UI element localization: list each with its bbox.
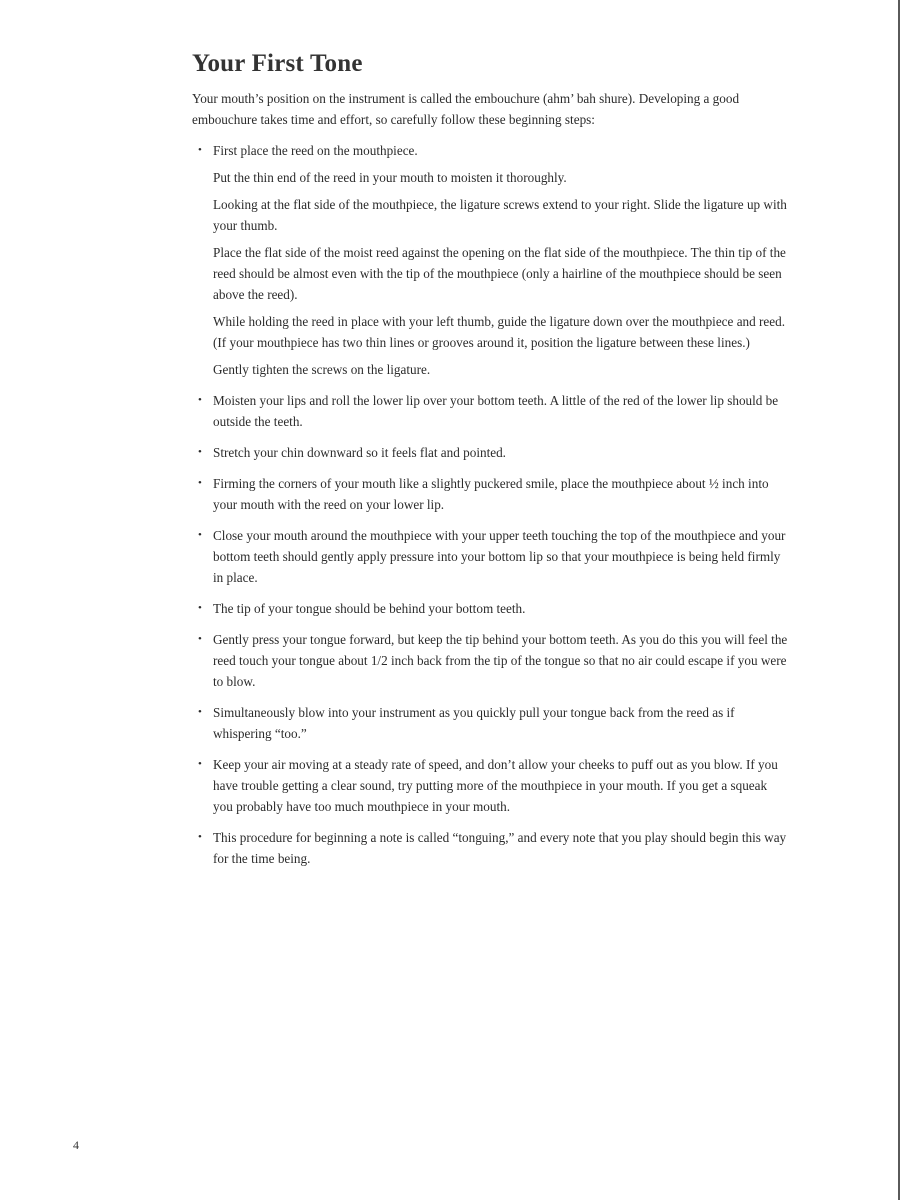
intro-paragraph: Your mouth’s position on the instrument is called the embouchure (ahm’ bah shure). Developing a good embouchure takes time and effort, so carefully follow these beginning steps: (192, 91, 740, 127)
step-text: • The tip of your tongue should be behind your bottom teeth. (213, 601, 526, 616)
step-text: • Firming the corners of your mouth like a slightly puckered smile, place the mouthpiece about ½ inch into your mouth with the reed on your lower lip. (213, 476, 769, 512)
step-text: • First place the reed on the mouthpiece. (213, 143, 418, 158)
step-item (192, 473, 788, 515)
step-text: • Stretch your chin downward so it feels flat and pointed. (213, 445, 506, 460)
page-number: 4 (73, 1138, 79, 1152)
step-substep: Gently tighten the screws on the ligature. (213, 362, 431, 377)
step-text: • Simultaneously blow into your instrument as you quickly pull your tongue back from the reed as if whispering “too.” (213, 705, 735, 741)
step-item (192, 140, 788, 380)
step-item (192, 629, 788, 692)
step-item (192, 827, 788, 869)
step-item (192, 525, 788, 588)
step-substep: Looking at the flat side of the mouthpiece, the ligature screws extend to your right. Slide the ligature up with your thumb. (213, 197, 787, 233)
step-text: • Keep your air moving at a steady rate of speed, and don’t allow your cheeks to puff out as you blow. If you have trouble getting a clear sound, try putting more of the mouthpiece in your mouth. If you get a squeak you probably have too much mouthpiece in your mouth. (213, 757, 778, 814)
steps-list (192, 140, 788, 869)
step-text: • Close your mouth around the mouthpiece with your upper teeth touching the top of the mouthpiece and your bottom teeth should gently apply pressure into your bottom lip so that your mouthpiece is being held firmly in place. (213, 528, 786, 585)
step-substep: Put the thin end of the reed in your mouth to moisten it thoroughly. (213, 170, 567, 185)
step-item (192, 390, 788, 432)
step-text: • This procedure for beginning a note is called “tonguing,” and every note that you play should begin this way for the time being. (213, 830, 787, 866)
step-text: • Gently press your tongue forward, but keep the tip behind your bottom teeth. As you do this you will feel the reed touch your tongue about 1/2 inch back from the tip of the tongue so that no air could escape if you were to blow. (213, 632, 788, 689)
step-substep: Place the flat side of the moist reed against the opening on the flat side of the mouthpiece. The thin tip of the reed should be almost even with the tip of the mouthpiece (only a hairline of the mouthpiece should be seen above the reed). (213, 245, 786, 302)
step-text: • Moisten your lips and roll the lower lip over your bottom teeth. A little of the red of the lower lip should be outside the teeth. (213, 393, 779, 429)
step-item (192, 702, 788, 744)
step-item (192, 754, 788, 817)
step-item (192, 598, 788, 619)
page-title: Your First Tone (192, 50, 363, 77)
step-substep: While holding the reed in place with your left thumb, guide the ligature down over the mouthpiece and reed. (If your mouthpiece has two thin lines or grooves around it, position the ligature between these lines.) (213, 314, 786, 350)
page-content (192, 50, 788, 879)
step-item (192, 442, 788, 463)
